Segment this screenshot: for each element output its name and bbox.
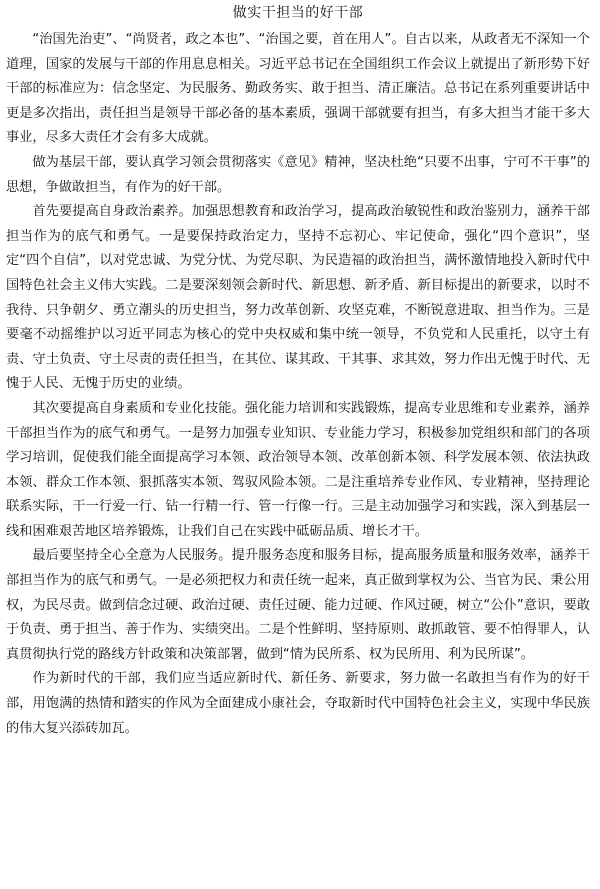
paragraph-professional-skills: 其次要提高自身素质和专业化技能。强化能力培训和实践锻炼，提高专业思维和专业素养，涵养干部担当作为的底气和勇气。一是努力加强专业知识、专业能力学习，积极参加党组织和部门的各项学习培训，促使我们能全面提高学习本领、政治领导本领、改革创新本领、科学发展本领、依法执政本领、群众工作本领、狠抓落实本领、驾驭风险本领。二是注重培养专业作风、专业精神，坚持理论联系实际，干一行爱一行、钻一行精一行、管一行像一行。三是主动加强学习和实践，深入到基层一线和困难艰苦地区培养锻炼，让我们自己在实践中砥砺品质、增长才干。 bbox=[6, 400, 590, 539]
paragraph-conclusion: 作为新时代的干部，我们应当适应新时代、新任务、新要求，努力做一名敢担当有作为的好干部，用饱满的热情和踏实的作风为全面建成小康社会，夺取新时代中国特色社会主义，实现中华民族的伟大复兴添砖加瓦。 bbox=[6, 671, 590, 736]
paragraph-political-literacy: 首先要提高自身政治素养。加强思想教育和政治学习，提高政治敏锐性和政治鉴别力，涵养干部担当作为的底气和勇气。一是要保持政治定力，坚持不忘初心、牢记使命，强化“四个意识”，坚定“四个自信”，以对党忠诚、为党分忧、为党尽职、为民造福的政治担当，满怀激情地投入新时代中国特色社会主义伟大实践。二是要深刻领会新时代、新思想、新矛盾、新目标提出的新要求，以时不我待、只争朝夕、勇立潮头的历史担当，努力改革创新、攻坚克难，不断锐意进取、担当作为。三是要毫不动摇维护以习近平同志为核心的党中央权威和集中统一领导，不负党和人民重托，以守土有责、守土负责、守土尽责的责任担当，在其位、谋其政、干其事、求其效，努力作出无愧于时代、无愧于人民、无愧于历史的业绩。 bbox=[6, 204, 590, 392]
paragraph-serve-people: 最后要坚持全心全意为人民服务。提升服务态度和服务目标，提高服务质量和服务效率，涵养干部担当作为的底气和勇气。一是必须把权力和责任统一起来，真正做到掌权为公、当官为民、秉公用权，为民尽责。做到信念过硬、政治过硬、责任过硬、能力过硬、作风过硬，树立“公仆”意识，要敢于负责、勇于担当、善于作为、实绩突出。二是个性鲜明、坚持原则、敢抓敢管、要不怕得罪人，认真贯彻执行党的路线方针政策和决策部署，做到“情为民所系、权为民所用、利为民所谋”。 bbox=[6, 548, 590, 662]
document-title: 做实干担当的好干部 bbox=[232, 5, 364, 21]
paragraph-intro: “治国先治吏”、“尚贤者，政之本也”、“治国之要，首在用人”。自古以来，从政者无不深知一个道理，国家的发展与干部的作用息息相关。习近平总书记在全国组织工作会议上就提出了新形势下好干部的标准应为：信念坚定、为民服务、勤政务实、敢于担当、清正廉洁。总书记在系列重要讲话中更是多次指出，责任担当是领导干部必备的基本素质，强调干部就要有担当，有多大担当才能干多大事业，尽多大责任才会有多大成就。 bbox=[6, 32, 590, 146]
paragraph-grassroots: 做为基层干部，要认真学习领会贯彻落实《意见》精神，坚决杜绝“只要不出事，宁可不干事”的思想，争做敢担当，有作为的好干部。 bbox=[6, 154, 590, 195]
